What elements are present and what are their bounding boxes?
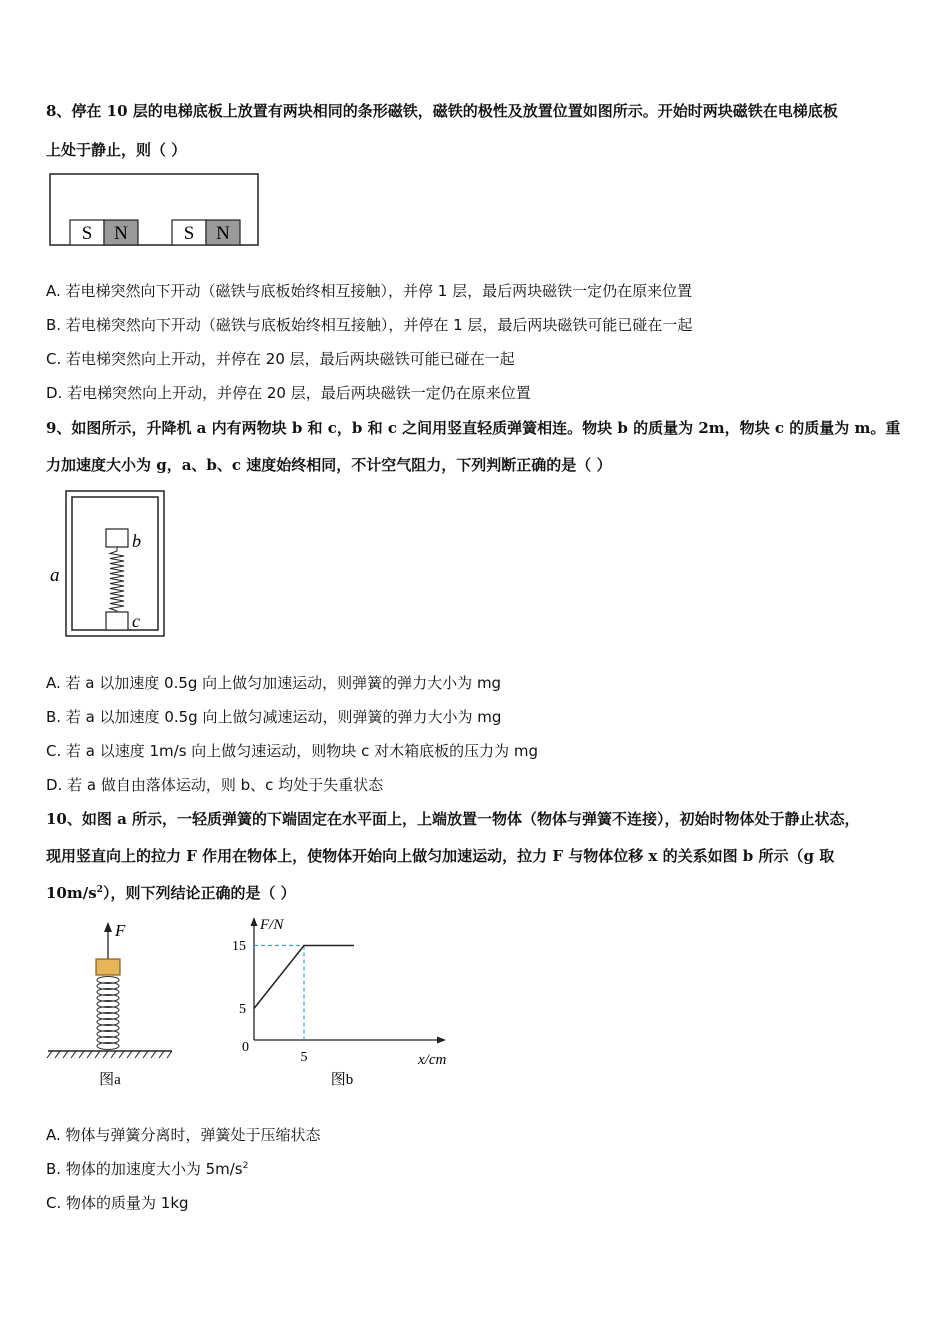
q9-figure [44,487,170,639]
y-axis-arrow [251,917,258,926]
q9-option-c: C. 若 a 以速度 1m/s 向上做匀速运动，则物块 c 对木箱底板的压力为 mg [46,742,538,760]
q8-option-c: C. 若电梯突然向上开动，并停在 20 层，最后两块磁铁可能已碰在一起 [46,350,515,368]
y-tick-5: 5 [239,1002,246,1017]
spring-coils [97,977,119,1050]
magnet2-s-label: S [183,223,195,244]
magnet1-s-label: S [81,223,93,244]
q9-stem-line2: 力加速度大小为 g，a、b、c 速度始终相同，不计空气阻力，下列判断正确的是（ ） [46,456,612,474]
q8-stem-line1: 8、停在 10 层的电梯底板上放置有两块相同的条形磁铁，磁铁的极性及放置位置如图所示。开始时两块磁铁在电梯底板 [46,102,838,120]
force-label: F [115,921,126,940]
q8-option-b: B. 若电梯突然向下开动（磁铁与底板始终相互接触），并停在 1 层，最后两块磁铁可能已碰在一起 [46,316,693,334]
q8-option-a: A. 若电梯突然向下开动（磁铁与底板始终相互接触），并停 1 层，最后两块磁铁一定仍在原来位置 [46,282,693,300]
x-axis-arrow [437,1037,446,1044]
q10-option-a: A. 物体与弹簧分离时，弹簧处于压缩状态 [46,1126,321,1144]
magnet1-n-label: N [114,223,128,244]
q10-figure-a [44,918,180,1092]
q9-option-d: D. 若 a 做自由落体运动，则 b、c 均处于失重状态 [46,776,384,794]
force-arrow-head [104,922,112,932]
block-c [106,612,128,630]
origin-label: 0 [242,1040,249,1055]
spring [110,547,124,612]
object-block [96,959,120,975]
x-tick-5: 5 [300,1050,308,1065]
q10-option-b: B. 物体的加速度大小为 $5m/s^2$ [46,1160,249,1178]
y-axis-label: F/N [260,917,284,933]
q9-option-b: B. 若 a 以加速度 0.5g 向上做匀减速运动，则弹簧的弹力大小为 mg [46,708,502,726]
figure-b-caption: 图b [330,1072,354,1088]
q10-stem-line1: 10、如图 a 所示，一轻质弹簧的下端固定在水平面上，上端放置一物体（物体与弹簧不连接），初始时物体处于静止状态， [46,810,860,828]
q10-figure-b-chart [226,912,466,1092]
block-b [106,529,128,547]
q10-stem-line3: $10m/s^2$），则下列结论正确的是（ ） [46,884,296,902]
q8-option-d: D. 若电梯突然向上开动，并停在 20 层，最后两块磁铁一定仍在原来位置 [46,384,531,402]
q9-stem-line1: 9、如图所示，升降机 a 内有两物块 b 和 c，b 和 c 之间用竖直轻质弹簧相连。物块 b 的质量为 2m，物块 c 的质量为 m。重 [46,419,901,437]
q10-stem-line2: 现用竖直向上的拉力 F 作用在物体上，使物体开始向上做匀加速运动，拉力 F 与物体位移 x 的关系如图 b 所示（g 取 [46,847,835,865]
q8-stem-line2: 上处于静止，则（ ） [46,141,187,159]
q8-figure [48,170,262,250]
x-axis-label: x/cm [418,1052,447,1068]
label-c: c [132,611,140,631]
y-tick-15: 15 [232,939,246,954]
label-a: a [50,565,60,586]
q10-option-c: C. 物体的质量为 1kg [46,1194,189,1212]
q9-option-a: A. 若 a 以加速度 0.5g 向上做匀加速运动，则弹簧的弹力大小为 mg [46,674,502,692]
label-b: b [132,531,141,551]
figure-a-caption: 图a [99,1072,121,1088]
magnet2-n-label: N [216,223,230,244]
